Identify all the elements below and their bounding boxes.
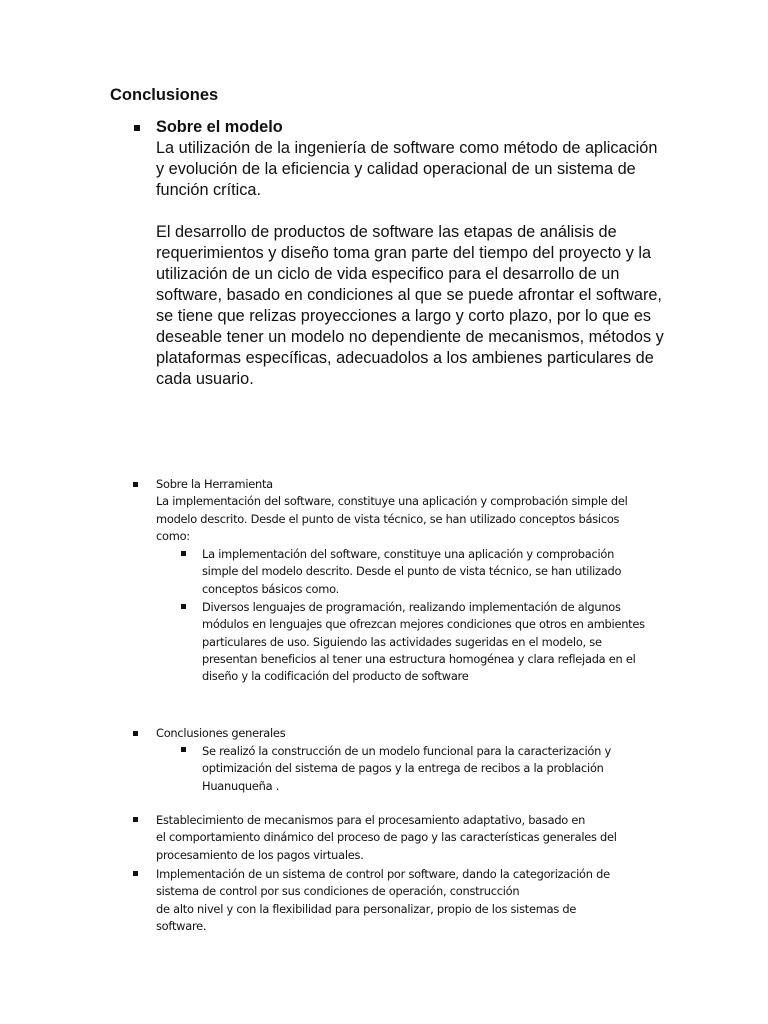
section-conclusiones-generales [156, 725, 656, 742]
section-title: Sobre el modelo [156, 118, 283, 136]
section-sobre-herramienta [156, 476, 656, 545]
list-item-line: software. [156, 918, 207, 933]
list-item [156, 866, 676, 935]
list-item-text: Se realizó la construcción de un modelo funcional para la caracterización y optimización del sistema de pagos y la entrega de recibos a la problación Huanuqueña . [202, 744, 611, 793]
bullet-icon [181, 747, 186, 752]
list-item-text: Diversos lenguajes de programación, realizando implementación de algunos módulos en lenguajes que ofrezcan mejores condiciones que otros en ambientes particulares de uso. Siguiendo las actividades sugeridas en el modelo, se presentan beneficios al tener una estructura homogénea y clara reflejada en el diseño y la codificación del producto de software [202, 600, 645, 684]
paragraph: El desarrollo de productos de software las etapas de análisis de requerimientos y diseño toma gran parte del tiempo del proyecto y la utilización de un ciclo de vida especifico para el desarrollo de un software, basado en condiciones al que se puede afrontar el software, se tiene que relizas proyecciones a largo y corto plazo, por lo que es deseable tener un modelo no dependiente de mecanismos, métodos y plataformas específicas, adecuadolos a los ambienes particulares de cada usuario. [156, 223, 664, 388]
list-item-line: sistema de control por sus condiciones de operación, construcción [156, 884, 520, 899]
page-title: Conclusiones [110, 86, 219, 104]
list-item [202, 599, 647, 685]
list-item [202, 546, 647, 598]
list-item [202, 743, 647, 795]
list-item-line: Implementación de un sistema de control por software, dando la categorización de [156, 867, 610, 881]
section-title: Conclusiones generales [156, 726, 286, 740]
paragraph: La implementación del software, constituye una aplicación y comprobación simple del modelo descrito. Desde el punto de vista técnico, se han utilizado conceptos básicos como: [156, 494, 628, 543]
list-item [156, 812, 676, 864]
bullet-icon [133, 731, 138, 736]
bullet-icon [133, 871, 138, 876]
bullet-icon [133, 482, 138, 487]
bullet-icon [181, 551, 186, 556]
bullet-icon [133, 817, 138, 822]
list-item-line: Establecimiento de mecanismos para el procesamiento adaptativo, basado en [156, 813, 586, 827]
list-item-line: el comportamiento dinámico del proceso de pago y las características generales del [156, 830, 617, 845]
section-sobre-modelo [156, 117, 666, 390]
section-title: Sobre la Herramienta [156, 477, 273, 491]
bullet-icon [134, 125, 140, 131]
list-item-line: de alto nivel y con la flexibilidad para personalizar, propio de los sistemas de [156, 901, 577, 916]
list-item-text: La implementación del software, constituye una aplicación y comprobación simple del modelo descrito. Desde el punto de vista técnico, se han utilizado conceptos básicos como. [202, 547, 622, 596]
bullet-icon [181, 604, 186, 609]
paragraph: La utilización de la ingeniería de software como método de aplicación y evolución de la eficiencia y calidad operacional de un sistema de función crítica. [156, 139, 658, 199]
list-item-line: procesamiento de los pagos virtuales. [156, 847, 364, 862]
